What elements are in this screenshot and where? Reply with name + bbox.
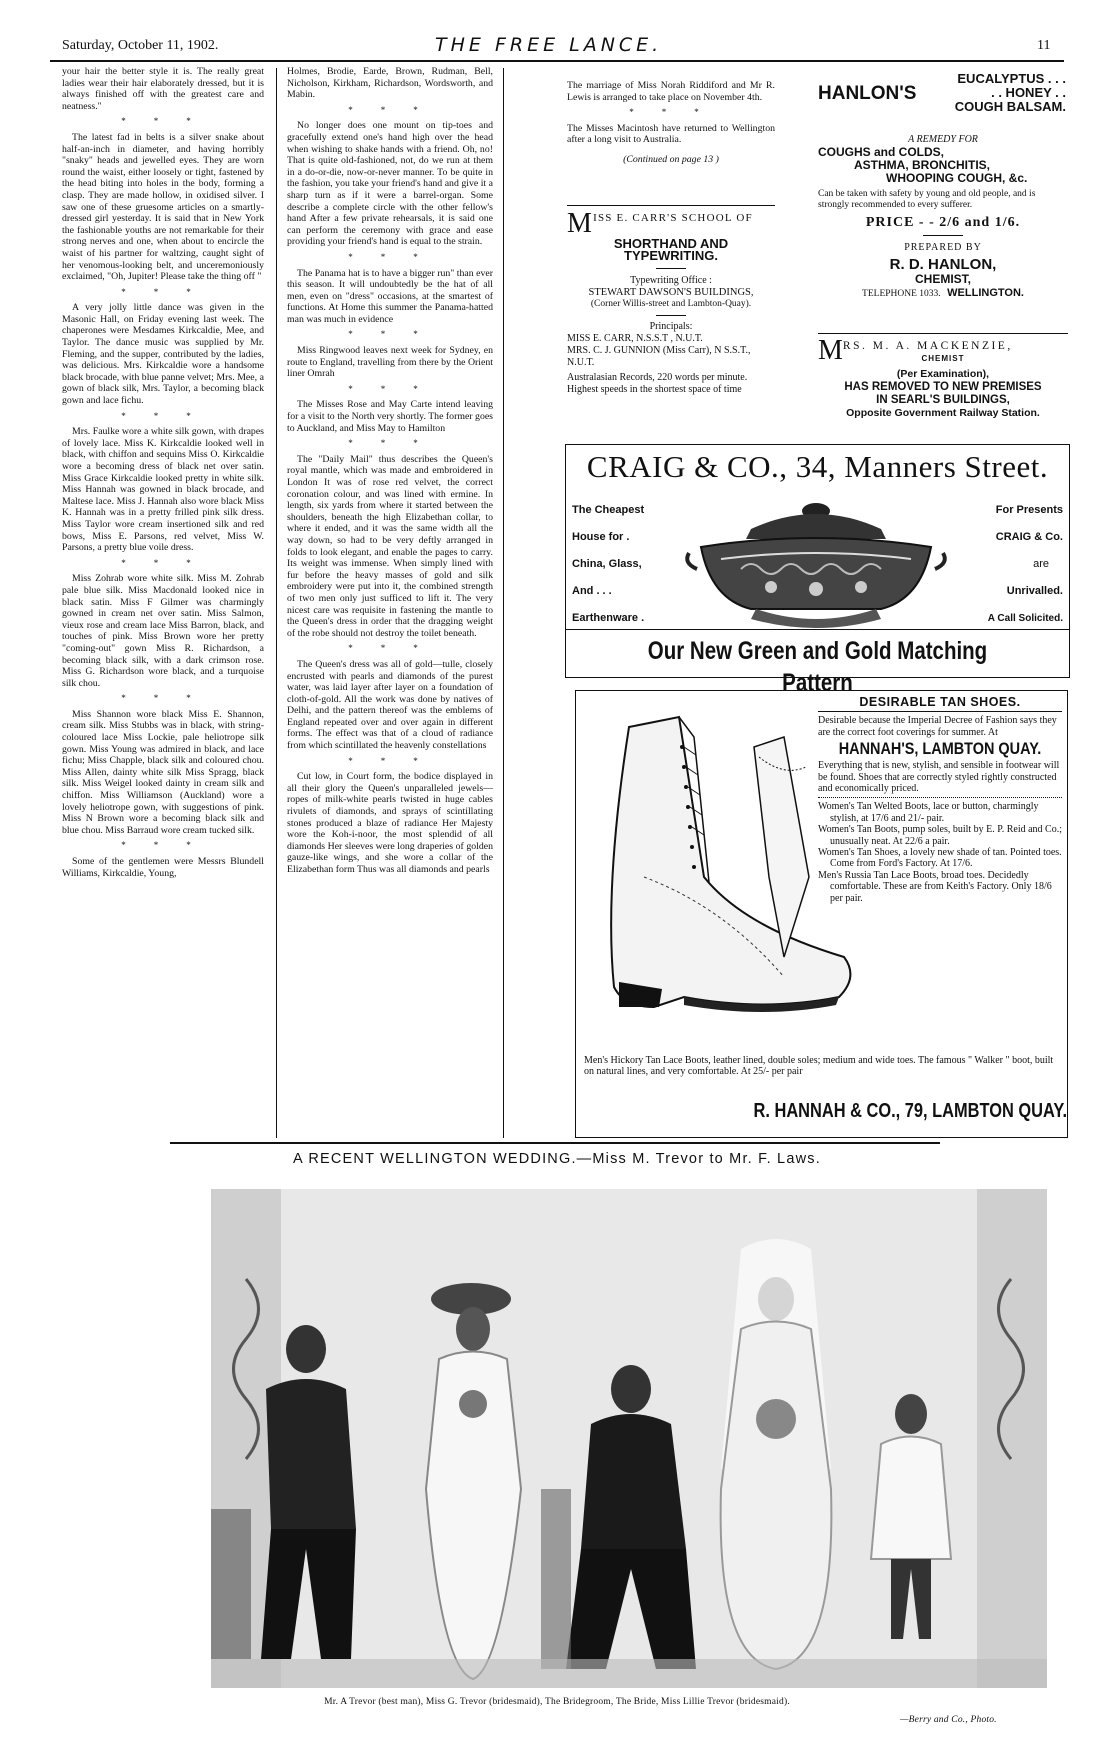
hanlon-safety: Can be taken with safety by young and old people, and is strongly recommended to every sufferer. [818, 189, 1036, 210]
separator-stars: *** [348, 643, 446, 654]
craig-left-text [572, 497, 644, 632]
hannah-intro: Desirable because the Imperial Decree of Fashion says they are the correct foot coverings for summer. At [818, 715, 1057, 738]
separator-stars: *** [121, 286, 219, 297]
article-paragraph: Miss Zohrab wore white silk. Miss M. Zohrab pale blue silk. Miss Macdonald looked nice in black satin. Miss F Gilmer was charmingly gowned in cream net over satin. Miss Salmon, vieux rose and cream lace Miss Barron, black, and touches of pink. Miss Brown wore her pretty "coming-out" gown Miss R. Richardson, a becoming black silk, with a dark crimson rose. Miss G. Richardson wore black, and a turquoise silk chou. [62, 573, 264, 689]
hanlon-products [955, 72, 1066, 114]
mackenzie-moved: HAS REMOVED TO NEW PREMISES [844, 381, 1042, 393]
header-date: Saturday, October 11, 1902. [62, 38, 219, 53]
hannah-item: Men's Russia Tan Lace Boots, broad toes. Decidedly comfortable. These are from Keith's Factory. Only 18/6 per pair. [818, 869, 1052, 904]
page-number: 11 [1037, 38, 1051, 53]
separator-stars: *** [121, 410, 219, 421]
section-rule [567, 205, 775, 206]
craig-left-line: Earthenware . [572, 612, 645, 624]
craig-right-line: For Presents [995, 504, 1063, 516]
craig-right-line: are [1033, 558, 1049, 570]
separator-stars: *** [629, 107, 727, 118]
carr-office-address: STEWART DAWSON'S BUILDINGS, [588, 287, 754, 298]
article-paragraph: Miss Ringwood leaves next week for Sydney, en route to England, travelling from there by the Orient liner Omrah [287, 345, 493, 380]
header-rule [50, 60, 1064, 62]
hannah-item: Women's Tan Welted Boots, lace or button, charmingly stylish, at 17/6 and 21/- pair. [818, 801, 1039, 824]
photo-credit: —Berry and Co., Photo. [900, 1715, 997, 1725]
hanlon-telephone: TELEPHONE 1033. [862, 289, 941, 299]
hanlon-city: WELLINGTON. [947, 287, 1024, 299]
carr-title-rest: ISS E. CARR'S SCHOOL OF [593, 212, 753, 224]
craig-ad [565, 444, 1070, 697]
tureen-illustration [681, 489, 951, 639]
craig-right-line: Unrivalled. [1006, 585, 1063, 597]
mackenzie-name: RS. M. A. MACKENZIE, [842, 340, 1013, 352]
carr-office-label: Typewriting Office : [630, 275, 712, 286]
craig-left-line: House for . [572, 531, 630, 543]
article-paragraph: The Misses Rose and May Carte intend leaving for a visit to the North very shortly. The former goes to Auckland, and Miss May to Hamilton [287, 399, 493, 434]
article-paragraph: The latest fad in belts is a silver snake about half-an-inch in diameter, and having horribly "snaky" heads and jewelled eyes. They are worn round the waist, either loosely or tight, fastened by the head biting into holes in the body, forming a clasp. They are made hollow, in oxidised silver. I saw one of these gruesome articles on a smartly-dressed girl yesterday. It is said that in New York the fashionable youths are not remarkable for their strong nerves and one, when about to encircle the waist of his partner for waltzing, caught sight of her venomous-looking belt, and unceremoniously exclaimed, "Oh, Jupiter! Please take the thing off " [62, 131, 264, 283]
separator-stars: *** [121, 116, 219, 127]
article-paragraph: Some of the gentlemen were Messrs Blundell Williams, Kirkcaldie, Young, [62, 856, 264, 879]
separator-stars: *** [348, 104, 446, 115]
column-2 [287, 66, 493, 880]
separator-stars: *** [348, 438, 446, 449]
hannah-item: Women's Tan Shoes, a lovely new shade of tan. Pointed toes. Come from Ford's Factory. At 17/6. [818, 847, 1062, 870]
craig-right-line: CRAIG & Co. [995, 531, 1063, 543]
hanlon-line-1: COUGHS and COLDS, [818, 145, 945, 159]
short-rule [923, 235, 963, 236]
hannah-item: Women's Tan Boots, pump soles, built by E. P. Reid and Co.; unusually neat. At 22/6 a pair. [818, 824, 1063, 847]
article-paragraph: Miss Shannon wore black Miss E. Shannon, cream silk. Miss Stubbs was in black, with string-coloured lace Miss Lockie, pale heliotrope silk gown. Miss Young was admired in black, and lace fichu; Miss Chapple, black silk and coloured chou. Miss Allen, dainty white silk Miss Spragg, black silk. Miss Weigel looked dainty in cream silk and chiffon. Miss Williamson (Auckland) wore a lovely heliotrope gown, with suggestions of pink. Miss N Brown wore a becoming black silk and blue chou. Miss Barraud wore cream tucked silk. [62, 708, 264, 836]
mackenzie-exam: (Per Examination), [896, 368, 990, 380]
continued-note: (Continued on page 13 ) [623, 153, 719, 165]
hanlon-product-2: . . HONEY . . [991, 85, 1066, 100]
craig-right-line: A Call Solicited. [987, 613, 1063, 624]
carr-principals-label: Principals: [649, 321, 693, 332]
carr-records: Australasian Records, 220 words per minute. Highest speeds in the shortest space of time [567, 372, 748, 395]
article-paragraph: The marriage of Miss Norah Riddiford and Mr R. Lewis is arranged to take place on November 4th. [567, 80, 775, 103]
separator-stars: *** [121, 693, 219, 704]
carr-subtitle: SHORTHAND AND TYPEWRITING. [613, 236, 729, 263]
hanlon-prepared: PREPARED BY [904, 242, 982, 253]
hannah-title: DESIRABLE TAN SHOES. [818, 697, 1062, 712]
dotted-rule [818, 797, 1062, 798]
craig-left-line: And . . . [572, 585, 612, 597]
carr-principal-1: MISS E. CARR, N.S.S.T , N.U.T. [567, 333, 703, 344]
short-rule [656, 315, 686, 316]
craig-left-line: China, Glass, [572, 558, 642, 570]
hanlon-product-1: EUCALYPTUS . . . [957, 71, 1066, 86]
article-paragraph: A very jolly little dance was given in the Masonic Hall, on Friday evening last week. The chaperones were Mesdames Kirkcaldie, Mee, and Taylor. The dance music was supplied by Mr. Fleming, and the supper, contributed by the ladies, was delicious. Mrs. Kirkcaldie wore a handsome black brocade, with blue panne velvet; Mrs. Mee, a gown of black silk, Mrs. Taylor, a becoming black gown and lace fichu. [62, 302, 264, 407]
separator-stars: *** [348, 383, 446, 394]
craig-pattern: Our New Green and Gold Matching Pattern [647, 637, 988, 697]
article-paragraph: No longer does one mount on tip-toes and gracefully extend one's hand high over the head when wishing to shake hands with a friend. Oh, no! That is quite old-fashioned, not, do we run at them in a do-or-die, now-or-never manner. To be quite in the fashion, you take your friend's hand and give it a sharp turn as if it were a barrel-organ. Some describe a complete circle with the other fellow's hand After a few private rehearsals, it is said one can perform the ceremony with grace and ease providing your friend's hand is equal to the strain. [287, 120, 493, 248]
carr-title [567, 208, 775, 239]
article-paragraph: The Misses Macintosh have returned to Wellington after a long visit to Australia. [567, 122, 775, 146]
article-paragraph: The Panama hat is to have a bigger run" than ever this season. It will undoubtedly be the hat of all men, even on "dress" occasions, at the smartest of functions. At Home this summer the Panama-hatted man was much in evidence [287, 267, 493, 325]
column-divider [503, 68, 504, 1138]
section-rule [170, 1142, 940, 1144]
wedding-headline: A RECENT WELLINGTON WEDDING.—Miss M. Trevor to Mr. F. Laws. [293, 1151, 821, 1167]
carr-office-corner: (Corner Willis-street and Lambton-Quay). [590, 299, 752, 309]
article-paragraph: The "Daily Mail" thus describes the Queen's royal mantle, which was made and embroidered in London It was of rose red velvet, the correct coronation colour, and was lined with ermine. In length, six yards from where it started between the shoulders, beneath the high Elizabethan collar, to where it ended, and it was the same width all the way down, so had to be very deftly arranged in folds to look elegant, and enable the pages to carry. Its weight was immense. When simply lined with fur before the heavy masses of gold and silk embroidery were put into it, the combined strength of two men only just sufficed to lift it. The very nicest care was requisite in fastening the mantle to the Queen's dress in order that the dragging weight of the robe should not destroy the toilet beneath. [287, 453, 493, 639]
wedding-caption: Mr. A Trevor (best man), Miss G. Trevor (bridesmaid), The Bridegroom, The Bride, Miss Lillie Trevor (bridesmaid). [324, 1697, 790, 1707]
hanlon-remedy: A REMEDY FOR [908, 134, 978, 145]
craig-left-line: The Cheapest [572, 504, 645, 516]
drop-cap: M [818, 335, 843, 366]
column-divider [276, 68, 277, 1138]
column-3 [567, 80, 775, 166]
wedding-photo-illustration [211, 1189, 1047, 1688]
craig-title: CRAIG & CO., 34, Manners Street. [586, 449, 1049, 484]
short-rule [656, 268, 686, 269]
craig-inner-rule [566, 629, 1069, 630]
mackenzie-buildings: IN SEARL'S BUILDINGS, [876, 394, 1010, 406]
article-paragraph: Cut low, in Court form, the bodice displayed in all their glory the Queen's unparalleled jewels—ropes of milk-white pearls twisted in huge cables rivulets of diamonds, and sprays of scintillating stones produced a blaze of radiance Her Majesty wore the Koh-i-noor, the most splendid of all diamonds Her sleeves were long draperies of golden gauze-like wings, and she wore a collar of the Elizabethan form Thus was all diamonds and pearls [287, 771, 493, 875]
article-paragraph: your hair the better style it is. The really great ladies wear their hair elaborately dressed, but it is always finished off with the greatest care and neatness." [62, 66, 264, 112]
hanlon-product-3: COUGH BALSAM. [954, 99, 1066, 114]
hannah-ad [575, 690, 1068, 1138]
hannah-footer: R. HANNAH & CO., 79, LAMBTON QUAY. [753, 1100, 1067, 1122]
drop-cap: M [567, 208, 594, 239]
masthead: THE FREE LANCE. [435, 34, 663, 56]
separator-stars: *** [348, 329, 446, 340]
hanlon-line-2: ASTHMA, BRONCHITIS, [854, 158, 990, 172]
hannah-everything: Everything that is new, stylish, and sensible in footwear will be found. Shoes that are correctly styled rightly constructed and economically priced. [818, 760, 1060, 795]
hanlon-chemist: CHEMIST, [914, 272, 971, 286]
mackenzie-ad [818, 335, 1068, 420]
column-1 [62, 66, 264, 883]
separator-stars: *** [348, 251, 446, 262]
wedding-photo [211, 1189, 1047, 1688]
hannah-text [818, 697, 1062, 904]
article-paragraph: The Queen's dress was all of gold—tulle, closely encrusted with pearls and diamonds of the purest water, was laid layer after layer on a foundation of cloth-of-gold. All the work was done by natives of Delhi, and the pattern thereof was the emblems of England repeated over and over again in different forms. The effect was that of a cloud of radiance from which scintillated the heavenly constellations [287, 658, 493, 752]
craig-right-text [988, 497, 1063, 632]
mackenzie-opposite: Opposite Government Railway Station. [846, 407, 1040, 419]
separator-stars: *** [121, 557, 219, 568]
article-paragraph: Holmes, Brodie, Earde, Brown, Rudman, Bell, Nicholson, Kirkham, Richardson, Wordsworth, and Mabin. [287, 66, 493, 101]
hanlon-ad [818, 72, 1068, 300]
hanlon-line-3: WHOOPING COUGH, &c. [886, 171, 1028, 185]
separator-stars: *** [121, 840, 219, 851]
hanlon-price: PRICE - - 2/6 and 1/6. [865, 215, 1021, 230]
hanlon-chemist-name: R. D. HANLON, [889, 256, 997, 273]
carr-principal-2: MRS. C. J. GUNNION (Miss Carr), N S.S.T., N.U.T. [567, 345, 751, 368]
section-rule [818, 333, 1068, 334]
hannah-hickory: Men's Hickory Tan Lace Boots, leather lined, double soles; medium and wide toes. The famous " Walker " boot, built on natural lines, and very comfortable. At 25/- per pair [584, 1055, 1054, 1078]
hanlon-name: HANLON'S [818, 83, 917, 104]
article-paragraph: Mrs. Faulke wore a white silk gown, with drapes of lovely lace. Miss K. Kirkcaldie looked well in black, with chiffon and sequins Miss O. Kirkcaldie wore a becoming dress of black net over satin. Miss Grace Kirkcaldie looked pretty in white silk. Miss Hannah was gowned in black brocade, and Maltese lace. Miss J. Hannah also wore black Miss K. Hannah was in a pretty frilled pink silk dress. Miss Taylor wore cream insertioned silk and red bows, Miss E. Parsons, red velvet, Miss W. Parsons, a pretty blue voile dress. [62, 426, 264, 554]
separator-stars: *** [348, 755, 446, 766]
hannah-store: HANNAH'S, LAMBTON QUAY. [838, 739, 1042, 759]
carr-school-ad [567, 208, 775, 396]
mackenzie-role: CHEMIST [921, 354, 965, 363]
